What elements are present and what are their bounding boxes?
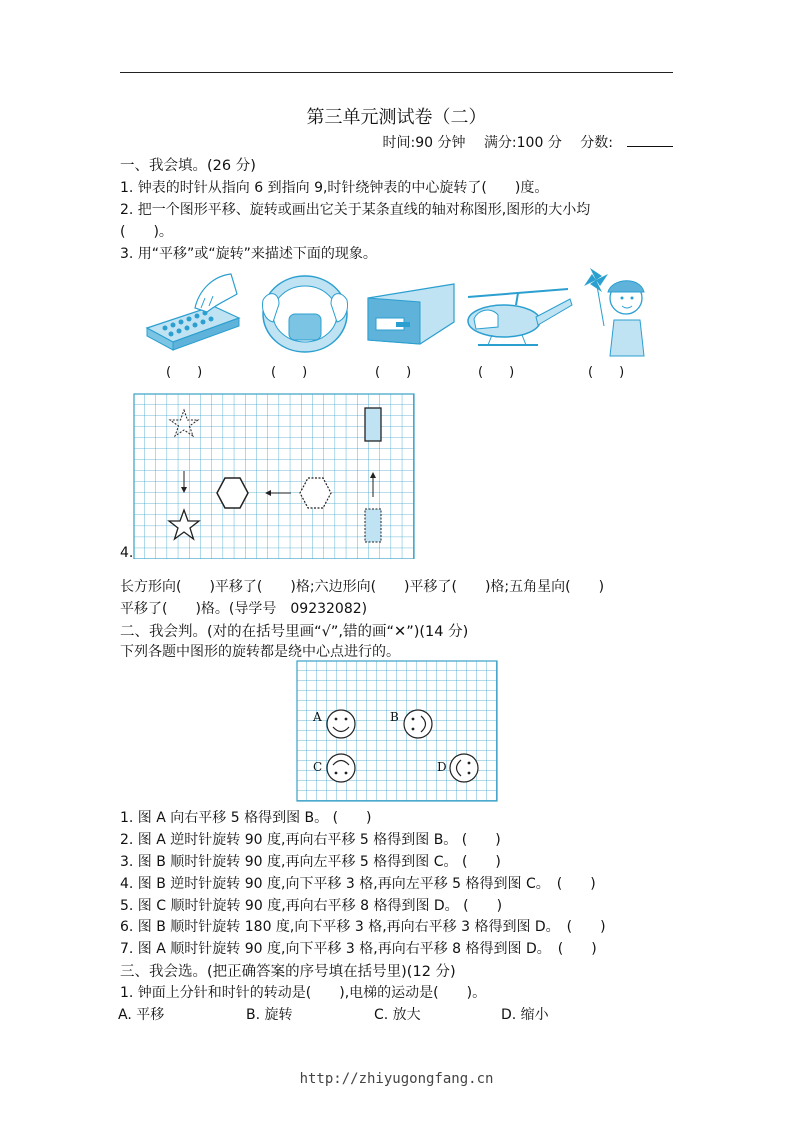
- exam-meta: [369, 132, 674, 152]
- judge-item-6: 6. 图 B 顺时针旋转 180 度,向下平移 3 格,再向右平移 3 格得到图 D。 ( ): [120, 919, 606, 935]
- judge-item-5: 5. 图 C 顺时针旋转 90 度,再向右平移 8 格得到图 D。 ( ): [120, 898, 503, 914]
- label-c: C: [313, 760, 323, 774]
- page-title: 第三单元测试卷（二）: [306, 107, 487, 128]
- helicopter-picture: [458, 285, 578, 355]
- q3-blank-2[interactable]: ( ): [271, 365, 308, 380]
- section3-heading: 三、我会选。(把正确答案的序号填在括号里)(12 分): [120, 964, 456, 980]
- q4-grid-figure: [133, 393, 416, 559]
- top-rule: [120, 72, 673, 73]
- option-d: D. 缩小: [501, 1007, 549, 1023]
- q3-blank-1[interactable]: ( ): [166, 365, 203, 380]
- judge-item-1: 1. 图 A 向右平移 5 格得到图 B。 ( ): [120, 810, 372, 826]
- judge-item-7: 7. 图 A 顺时针旋转 90 度,向下平移 3 格,再向右平移 8 格得到图 D。 ( ): [120, 941, 597, 957]
- q1-4-line2: 平移了( )格。(导学号 09232082): [120, 601, 368, 617]
- label-d: D: [437, 760, 447, 774]
- dashed-rectangle: [365, 509, 381, 542]
- q1-2-line2: ( )。: [120, 224, 173, 240]
- pinwheel-boy-picture: [582, 266, 654, 358]
- choice-q1: 1. 钟面上分针和时针的转动是( ),电梯的运动是( )。: [120, 985, 487, 1001]
- section2-heading: 二、我会判。(对的在括号里画“√”,错的画“✕”)(14 分): [120, 624, 469, 640]
- q1-4-line1: 长方形向( )平移了( )格;六边形向( )平移了( )格;五角星向( ): [120, 579, 605, 595]
- q1-1: 1. 钟表的时针从指向 6 到指向 9,时针绕钟表的中心旋转了( )度。: [120, 180, 549, 196]
- section1-heading: 一、我会填。(26 分): [120, 158, 256, 174]
- q3-blank-5[interactable]: ( ): [588, 365, 625, 380]
- abacus-picture: [143, 268, 241, 356]
- label-a: A: [313, 710, 322, 724]
- full-score-label: 满分:100 分: [483, 135, 562, 151]
- q1-3: 3. 用“平移”或“旋转”来描述下面的现象。: [120, 246, 377, 262]
- face-a: [327, 710, 355, 738]
- face-c: [327, 754, 355, 782]
- smiley-grid-figure: [296, 660, 498, 802]
- judge-item-2: 2. 图 A 逆时针旋转 90 度,再向右平移 5 格得到图 B。 ( ): [120, 832, 501, 848]
- footer-url[interactable]: http://zhiyugongfang.cn: [299, 1071, 494, 1087]
- option-c: C. 放大: [374, 1007, 421, 1023]
- face-b: [404, 710, 432, 738]
- q1-4-number: 4.: [120, 545, 134, 561]
- score-label: 分数:: [580, 135, 613, 151]
- solid-rectangle: [365, 408, 381, 441]
- judge-item-4: 4. 图 B 逆时针旋转 90 度,向下平移 3 格,再向左平移 5 格得到图 C。 ( ): [120, 876, 596, 892]
- judge-item-3: 3. 图 B 顺时针旋转 90 度,再向左平移 5 格得到图 C。 ( ): [120, 854, 501, 870]
- section2-intro: 下列各题中图形的旋转都是绕中心点进行的。: [120, 644, 400, 660]
- face-d: [450, 754, 478, 782]
- q3-blank-3[interactable]: ( ): [375, 365, 412, 380]
- drawer-picture: [366, 282, 458, 354]
- q3-blank-4[interactable]: ( ): [478, 365, 515, 380]
- option-b: B. 旋转: [246, 1007, 293, 1023]
- time-label: 时间:90 分钟: [382, 135, 466, 151]
- score-blank[interactable]: [627, 134, 673, 147]
- option-a: A. 平移: [118, 1007, 165, 1023]
- steering-wheel-picture: [255, 270, 353, 358]
- label-b: B: [390, 710, 399, 724]
- q1-2-line1: 2. 把一个图形平移、旋转或画出它关于某条直线的轴对称图形,图形的大小均: [120, 202, 591, 218]
